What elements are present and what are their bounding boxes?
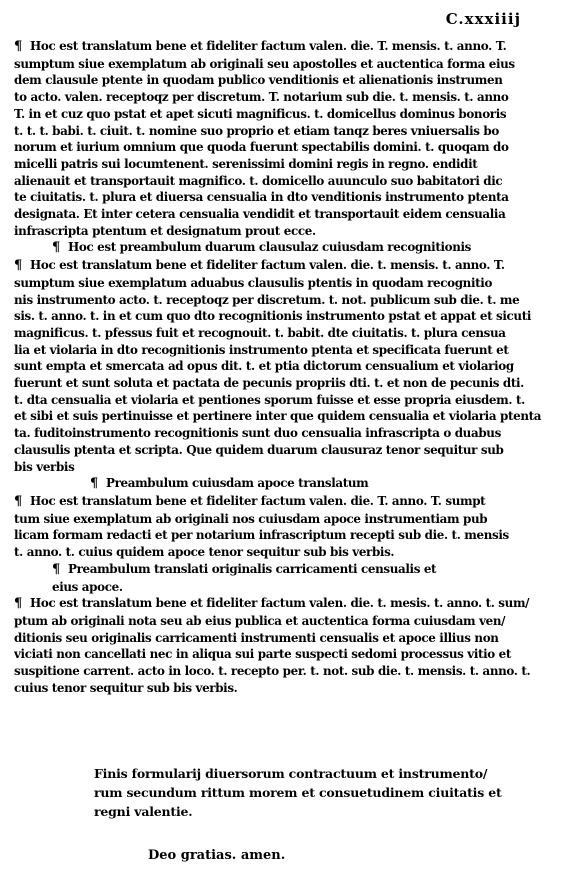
text-line: ditionis seu originalis carricamenti instrumenti censualis et apoce illius non	[14, 630, 499, 645]
text-line: ta. fuditoinstrumento recognitionis sunt duo censualia infrascripta o duabus	[14, 426, 501, 441]
colophon	[94, 764, 544, 821]
paragraph	[14, 257, 552, 475]
text-line: to acto. valen. receptoqz per discretum. T. notarium sub die. t. mensis. t. anno	[14, 90, 509, 105]
pilcrow-icon	[52, 240, 68, 257]
text-line: t. dta censualia et violaria et pentiones sporum fuisse et esse propria eiusdem. t.	[14, 392, 525, 407]
pilcrow-icon	[14, 596, 30, 613]
text-line: ptum ab originali nota seu ab eius publica et auctentica forma cuiusdam ven/	[14, 613, 506, 628]
colophon-line: Finis formularij diuersorum contractuum et instrumento/	[94, 766, 488, 781]
pilcrow-icon	[14, 258, 30, 275]
paragraph	[14, 561, 552, 595]
text-line: micelli patris sui locumtenent. serenissimi domini regis in regno. endidit	[14, 156, 478, 171]
paragraph	[14, 475, 552, 493]
text-line: sunt empta et smercata ad opus dit. t. et ptia dictorum censualium et violariog	[14, 359, 514, 374]
text-line-content: Preambulum translati originalis carricamenti censualis et	[68, 561, 437, 576]
text-line: magnificus. t. pfessus fuit et recognouit. t. babit. dte ciuitatis. t. plura censua	[14, 325, 506, 340]
text-line: clausulis ptenta et scripta. Que quidem duarum clausuraz tenor sequitur sub	[14, 442, 504, 457]
text-line: T. in et cuz quo pstat et apet sicuti magnificus. t. domicellus dominus bonoris	[14, 106, 507, 121]
text-line: sumptum siue exemplatum aduabus clausulis ptentis in quodam recognitio	[14, 275, 493, 290]
text-line: te ciuitatis. t. plura et diuersa censualia in dto venditionis instrumento ptenta	[14, 190, 509, 205]
text-line: viciati non cancellati nec in aliqua sui parte suspecti sedomi processus vitio et	[14, 647, 512, 662]
text-line-content: Preambulum cuiusdam apoce translatum	[106, 476, 369, 491]
text-line: fuerunt et sunt soluta et pactata de pecunis propriis dti. t. et non de pecunis dti.	[14, 376, 524, 391]
pilcrow-icon	[90, 476, 106, 493]
text-line: et sibi et suis pertinuisse et pertinere inter que quidem censualia et violaria ptenta	[14, 409, 542, 424]
text-line: designata. Et inter cetera censualia vendidit et transportauit eidem censualia	[14, 207, 506, 222]
text-line-content: Hoc est translatum bene et fideliter factum valen. die. T. mensis. t. anno. T.	[30, 39, 507, 53]
text-line-content: Hoc est preambulum duarum clausulaz cuiusdam recognitionis	[68, 240, 472, 255]
closing-line: Deo gratias. amen.	[148, 848, 286, 863]
text-line: suspitione carrent. acto in loco. t. recepto per. t. not. sub die. t. mensis. t. anno. t.	[14, 664, 531, 679]
folio-number: C.xxxiiij	[445, 10, 521, 28]
text-line	[52, 239, 552, 257]
text-line: cuius tenor sequitur sub bis verbis.	[14, 680, 238, 695]
text-line: dem clausule ptente in quodam publico venditionis et alienationis instrumen	[14, 73, 503, 88]
text-line: sis. t. anno. t. in et cum quo dto recognitionis instrumento pstat et appat et sicuti	[14, 309, 532, 324]
paragraph	[14, 239, 552, 257]
text-line-content: Hoc est translatum bene et fideliter factum valen. die. t. mesis. t. anno. t. sum/	[30, 596, 530, 611]
colophon-line: rum secundum rittum morem et consuetudinem ciuitatis et	[94, 785, 502, 800]
text-line	[52, 561, 552, 579]
text-line: infrascripta ptentum et designatum prout ecce.	[14, 223, 316, 238]
paragraph	[14, 38, 552, 239]
text-line	[14, 595, 552, 613]
text-line	[14, 38, 552, 56]
colophon-line: regni valentie.	[94, 804, 193, 819]
text-line: t. t. t. babi. t. ciuit. t. nomine suo proprio et etiam tanqz beres vniuersalis bo	[14, 123, 499, 138]
paragraph	[14, 493, 552, 561]
text-line	[14, 493, 552, 511]
text-line-content: Hoc est translatum bene et fideliter factum valen. die. t. mensis. t. anno. T.	[30, 258, 505, 273]
pilcrow-icon	[52, 562, 68, 579]
text-line: sumptum siue exemplatum ab originali seu apostolles et auctentica forma eius	[14, 56, 515, 71]
text-line: norum et iurium omnium que quoda fuerunt spectabilis domini. t. quoqam do	[14, 140, 509, 155]
text-line: nis instrumento acto. t. receptoqz per discretum. t. not. publicum sub die. t. me	[14, 292, 520, 307]
text-line: tum siue exemplatum ab originali nos cuiusdam apoce instrumentiam pub	[14, 511, 488, 526]
text-line: eius apoce.	[52, 579, 123, 594]
text-line: t. anno. t. cuius quidem apoce tenor sequitur sub bis verbis.	[14, 545, 395, 560]
paragraph	[14, 595, 552, 696]
text-line: alienauit et transportauit magnifico. t. domicello auunculo suo babitatori dic	[14, 173, 503, 188]
text-line: bis verbis	[14, 459, 75, 474]
text-line: lia et violaria in dto recognitionis instrumento ptenta et specificata fuerunt et	[14, 342, 509, 357]
pilcrow-icon	[14, 494, 30, 511]
text-line	[14, 257, 552, 275]
text-line: licam formam redacti et per notarium infrascriptum recepti sub die. t. mensis	[14, 528, 509, 543]
text-line	[90, 475, 552, 493]
body-text	[14, 38, 552, 696]
text-line-content: Hoc est translatum bene et fideliter factum valen. die. T. anno. T. sumpt	[30, 493, 486, 508]
pilcrow-icon	[14, 39, 30, 56]
